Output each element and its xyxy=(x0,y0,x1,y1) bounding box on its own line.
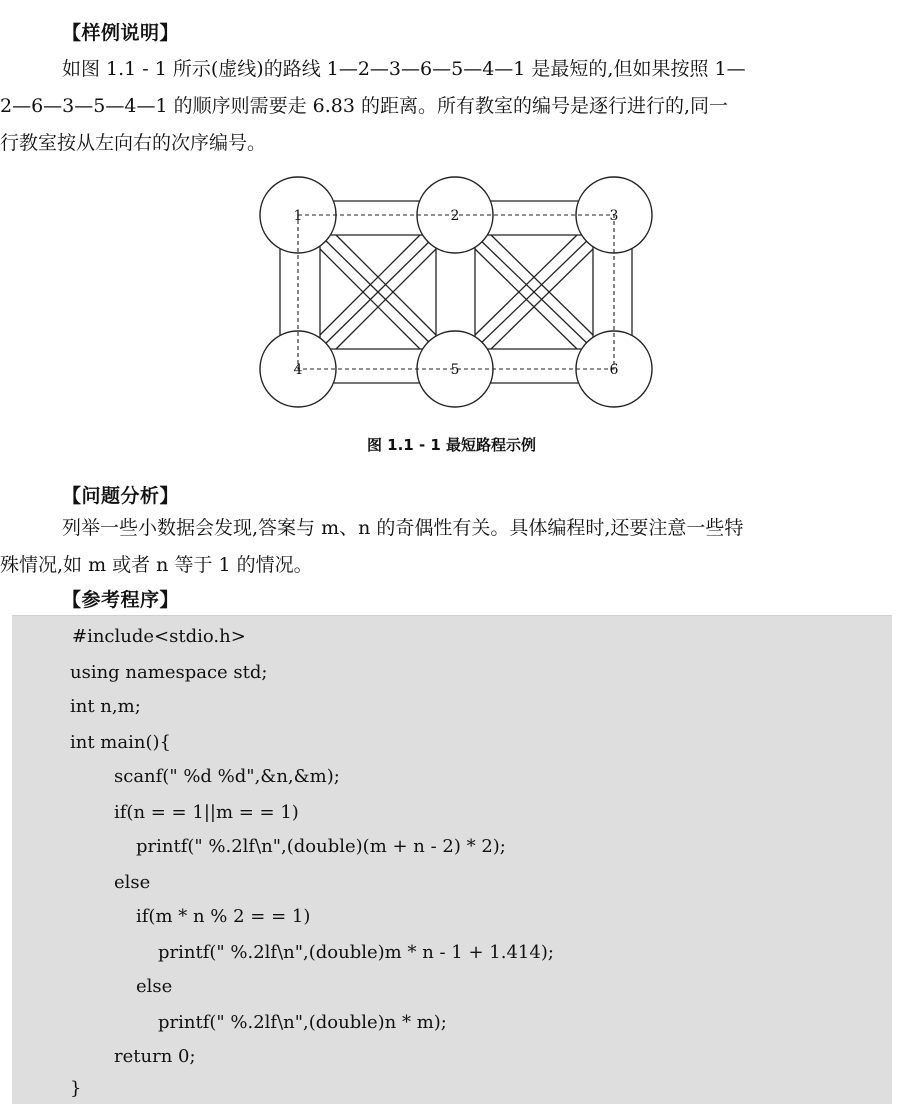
code-line: int n,m; xyxy=(70,696,141,717)
code-line: else xyxy=(136,976,173,997)
code-line: else xyxy=(114,872,151,893)
example-line-1: 如图 1.1 - 1 所示(虚线)的路线 1—2—3—6—5—4—1 是最短的,但如果按照 1— xyxy=(62,58,746,80)
code-line: using namespace std; xyxy=(70,662,268,683)
code-line: #include<stdio.h> xyxy=(72,626,246,647)
code-line: return 0; xyxy=(114,1046,196,1067)
code-line: if(m * n % 2 = = 1) xyxy=(136,906,311,927)
node-label-5: 5 xyxy=(450,362,460,378)
example-line-2: 2—6—3—5—4—1 的顺序则需要走 6.83 的距离。所有教室的编号是逐行进行的,同一 xyxy=(0,95,728,117)
code-block xyxy=(12,615,892,1104)
shortest-path-figure xyxy=(248,172,668,417)
analysis-heading: 【问题分析】 xyxy=(62,485,180,507)
figure-caption: 图 1.1 - 1 最短路程示例 xyxy=(366,436,537,454)
code-line: } xyxy=(70,1078,82,1099)
example-heading: 【样例说明】 xyxy=(62,22,180,44)
code-line: scanf(" %d %d",&n,&m); xyxy=(114,766,340,787)
node-label-4: 4 xyxy=(293,362,303,378)
analysis-paragraph xyxy=(0,510,895,584)
code-line: printf(" %.2lf\n",(double)n * m); xyxy=(158,1012,447,1033)
code-line: int main(){ xyxy=(70,732,171,753)
example-paragraph xyxy=(0,51,895,162)
path-diagram xyxy=(248,172,668,417)
node-label-6: 6 xyxy=(609,362,619,378)
program-heading: 【参考程序】 xyxy=(62,589,180,611)
code-line: printf(" %.2lf\n",(double)m * n - 1 + 1.414); xyxy=(158,942,554,963)
node-label-3: 3 xyxy=(609,208,619,224)
node-label-1: 1 xyxy=(293,208,303,224)
code-line: if(n = = 1||m = = 1) xyxy=(114,802,299,823)
example-line-3: 行教室按从左向右的次序编号。 xyxy=(0,132,267,154)
node-label-2: 2 xyxy=(450,208,460,224)
analysis-line-1: 列举一些小数据会发现,答案与 m、n 的奇偶性有关。具体编程时,还要注意一些特 xyxy=(62,517,744,539)
analysis-line-2: 殊情况,如 m 或者 n 等于 1 的情况。 xyxy=(0,554,313,576)
code-line: printf(" %.2lf\n",(double)(m + n - 2) * 2); xyxy=(136,836,506,857)
